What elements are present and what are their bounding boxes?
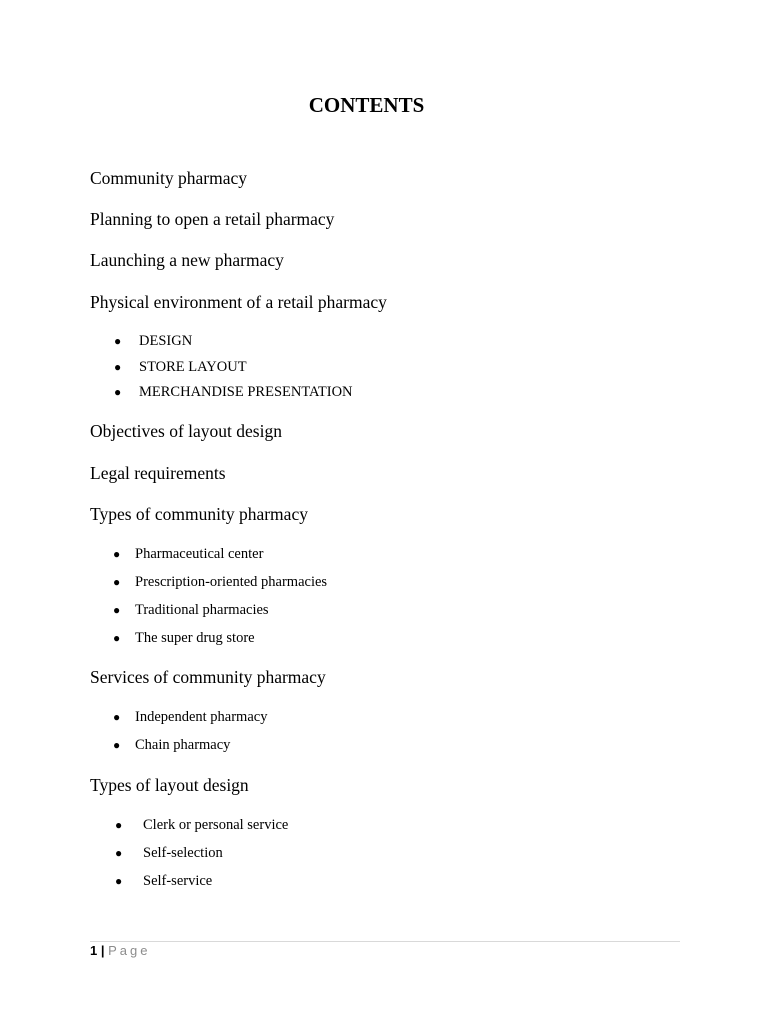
list-item: The super drug store (135, 630, 255, 646)
list-item: Chain pharmacy (135, 737, 231, 753)
list-item: Self-selection (143, 845, 223, 861)
toc-heading-objectives: Objectives of layout design (90, 421, 282, 441)
list-item: Pharmaceutical center (135, 546, 264, 562)
bullet-icon: ● (113, 603, 121, 617)
bullet-icon: ● (115, 818, 123, 832)
list-item: DESIGN (139, 333, 193, 349)
bullet-icon: ● (114, 385, 122, 399)
list-item: Self-service (143, 873, 213, 889)
toc-heading-services: Services of community pharmacy (90, 667, 326, 687)
list-item: MERCHANDISE PRESENTATION (139, 384, 353, 400)
page-number: 1 (90, 943, 98, 958)
toc-heading-legal-requirements: Legal requirements (90, 463, 226, 483)
bullet-icon: ● (113, 631, 121, 645)
list-item: Prescription-oriented pharmacies (135, 574, 328, 590)
bullet-icon: ● (114, 334, 122, 348)
bullet-icon: ● (114, 360, 122, 374)
bullet-icon: ● (115, 874, 123, 888)
list-item: Clerk or personal service (143, 817, 289, 833)
toc-heading-launching: Launching a new pharmacy (90, 250, 284, 270)
page-footer (90, 942, 151, 960)
bullet-icon: ● (113, 575, 121, 589)
toc-heading-community-pharmacy: Community pharmacy (90, 168, 247, 188)
toc-heading-physical-environment: Physical environment of a retail pharmacy (90, 292, 387, 312)
toc-heading-types-layout-design: Types of layout design (90, 775, 249, 795)
page-title: CONTENTS (308, 93, 425, 117)
list-item: STORE LAYOUT (139, 359, 247, 375)
bullet-icon: ● (113, 710, 121, 724)
page-label: Page (108, 943, 151, 958)
bullet-icon: ● (113, 547, 121, 561)
bullet-icon: ● (113, 738, 121, 752)
footer-divider (90, 941, 680, 942)
toc-heading-planning: Planning to open a retail pharmacy (90, 209, 335, 229)
footer-separator: | (100, 943, 105, 958)
list-item: Independent pharmacy (135, 709, 268, 725)
bullet-icon: ● (115, 846, 123, 860)
toc-heading-types-community-pharmacy: Types of community pharmacy (90, 504, 308, 524)
list-item: Traditional pharmacies (135, 602, 269, 618)
